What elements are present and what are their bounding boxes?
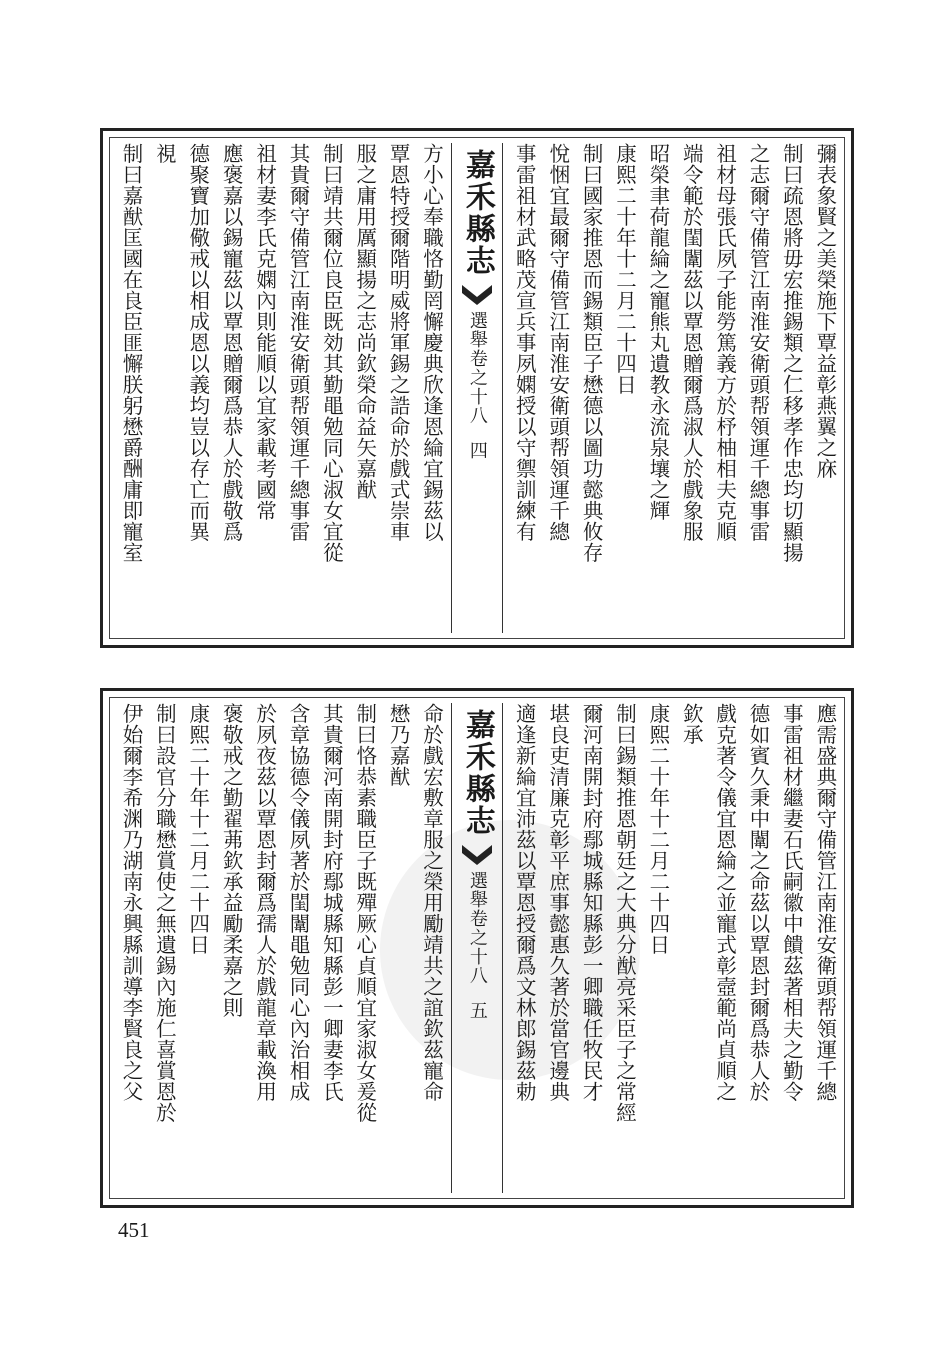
chapter-label: 選舉卷之十八 xyxy=(466,311,488,425)
text-column: 制曰錫類推恩朝廷之大典分猷亮采臣子之常經 xyxy=(612,703,637,1123)
text-column: 制曰設官分職懋賞使之無遺錫內施仁喜賞恩於 xyxy=(152,703,177,1123)
chapter-label: 選舉卷之十八 xyxy=(466,871,488,985)
text-column: 康熙二十年十二月二十四日 xyxy=(645,703,670,955)
text-column: 祖材妻李氏克嫻內則能順以宜家載考國常 xyxy=(252,143,277,521)
text-column: 適逢新綸宜沛茲以覃恩授爾爲文林郎錫茲勅 xyxy=(512,703,537,1102)
text-column: 德如賓久秉中闈之命茲以覃恩封爾爲恭人於 xyxy=(746,703,771,1102)
top-page-text xyxy=(117,143,837,633)
text-column: 褒敬戒之勤翟茀欽承益勵柔嘉之則 xyxy=(219,703,244,1018)
bottom-page-block xyxy=(100,688,854,1208)
text-column: 之志爾守備管江南淮安衛頭帮領運千總事雷 xyxy=(746,143,771,542)
text-column: 制曰嘉猷匡國在良臣匪懈朕躬懋爵酬庸即寵室 xyxy=(119,143,143,563)
text-column: 端令範於閨闈茲以覃恩贈爾爲淑人於戲象服 xyxy=(679,143,704,542)
top-page-block xyxy=(100,128,854,648)
text-column: 服之庸用厲顯揚之志尚欽榮命益矢嘉猷 xyxy=(352,143,377,500)
text-column: 祖材母張氏夙子能勞篤義方於杼柚相夫克順 xyxy=(712,143,737,542)
text-column: 彌表象賢之美榮施下覃益彰燕翼之庥 xyxy=(812,143,837,479)
leaf-number: 五 xyxy=(466,1001,488,1019)
text-column: 含章協德令儀夙著於閨闈黽勉同心內治相成 xyxy=(285,703,310,1102)
text-column: 制曰恪恭素職臣子既殫厥心貞順宜家淑女爰從 xyxy=(352,703,377,1123)
text-column: 德聚寶加儆戒以相成恩以義均豈以存亡而異 xyxy=(185,143,210,542)
text-column: 於夙夜茲以覃恩封爾爲孺人於戲龍章載渙用 xyxy=(252,703,277,1102)
text-column: 懋乃嘉猷 xyxy=(386,703,411,787)
text-column: 命於戲宏敷章服之榮用勵靖共之誼欽茲寵命 xyxy=(419,703,444,1102)
text-column: 方小心奉職恪勤罔懈慶典欣逢恩綸宜錫茲以 xyxy=(419,143,444,542)
text-column: 制曰疏恩將毋宏推錫類之仁移孝作忠均切顯揚 xyxy=(779,143,804,563)
fishtail-icon xyxy=(460,283,494,307)
gazetteer-title: 嘉禾縣志 xyxy=(459,709,495,837)
bottom-page-text xyxy=(117,703,837,1193)
text-column: 昭榮聿荷龍綸之寵熊丸遺教永流泉壤之輝 xyxy=(645,143,670,521)
leaf-number: 四 xyxy=(466,441,488,459)
text-column: 伊始爾李希渊乃湖南永興縣訓導李賢良之父 xyxy=(119,703,143,1102)
text-column: 其貴爾守備管江南淮安衛頭帮領運千總事雷 xyxy=(285,143,310,542)
text-column: 戲克著令儀宜恩綸之並寵式彰壼範尚貞順之 xyxy=(712,703,737,1102)
text-column: 康熙二十年十二月二十四日 xyxy=(612,143,637,395)
page-number: 451 xyxy=(118,1218,150,1242)
gazetteer-title: 嘉禾縣志 xyxy=(459,149,495,277)
text-column: 事雷祖材武略茂宣兵事夙嫻授以守禦訓練有 xyxy=(512,143,537,542)
text-column: 悅悃宜最爾守備管江南淮安衛頭帮領運千總 xyxy=(545,143,570,542)
text-column: 堪良吏清廉克彰平庶事懿惠久著於當官邊典 xyxy=(545,703,570,1102)
text-column: 覃恩特授爾階明威將軍錫之誥命於戲式崇車 xyxy=(386,143,411,542)
block-heart-column xyxy=(451,703,503,1193)
text-column: 制曰靖共爾位良臣既効其勤黽勉同心淑女宜從 xyxy=(319,143,344,563)
text-column: 爾河南開封府鄢城縣知縣彭一卿職任牧民才 xyxy=(579,703,604,1102)
fishtail-icon xyxy=(460,843,494,867)
text-column: 制曰國家推恩而錫類臣子懋德以圖功懿典攸存 xyxy=(579,143,604,563)
text-column: 應褒嘉以錫寵茲以覃恩贈爾爲恭人於戲敬爲 xyxy=(219,143,244,542)
text-column: 事雷祖材繼妻石氏嗣徽中饋茲著相夫之勤令 xyxy=(779,703,804,1102)
text-column: 欽承 xyxy=(679,703,704,745)
text-column: 康熙二十年十二月二十四日 xyxy=(185,703,210,955)
text-column: 應需盛典爾守備管江南淮安衛頭帮領運千總 xyxy=(812,703,837,1102)
block-heart-column xyxy=(451,143,503,633)
text-column: 視 xyxy=(152,143,177,164)
text-column: 其貴爾河南開封府鄢城縣知縣彭一卿妻李氏 xyxy=(319,703,344,1102)
